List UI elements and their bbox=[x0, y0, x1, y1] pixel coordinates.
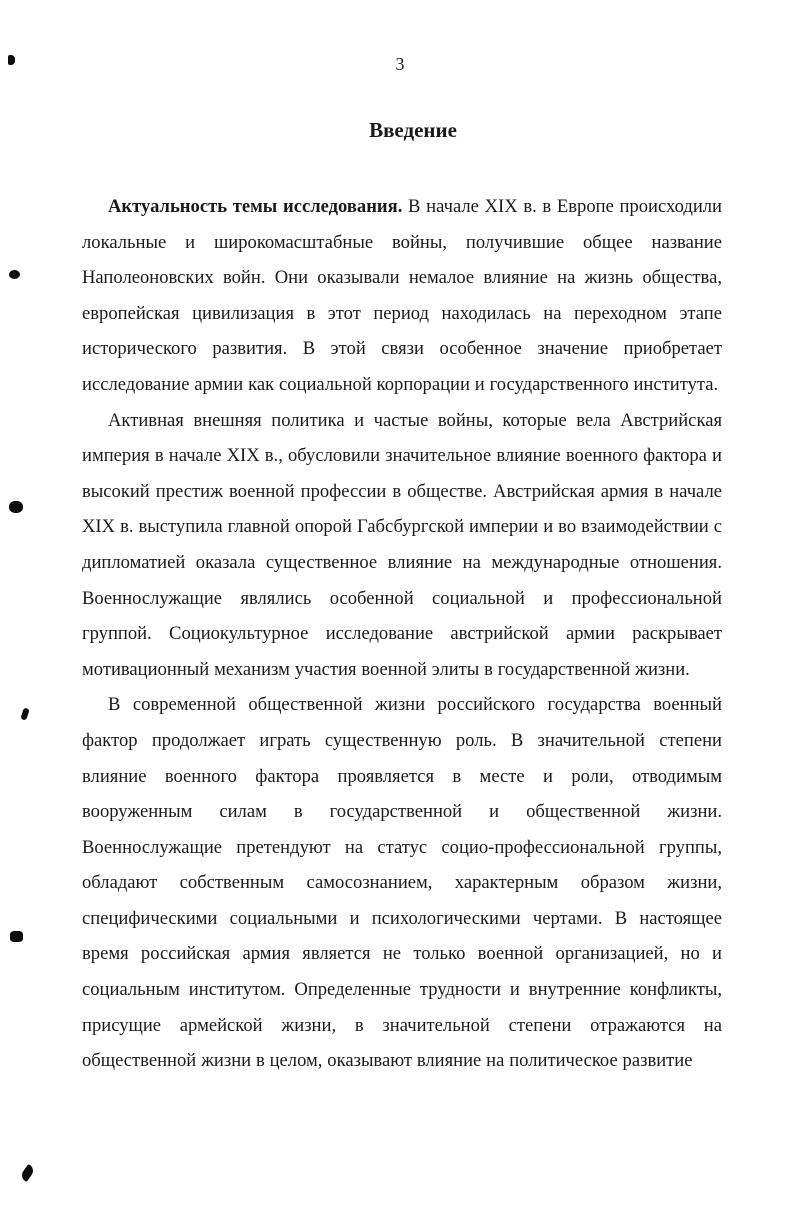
scan-margin-mark bbox=[20, 707, 29, 720]
paragraph-lead-in: Актуальность темы исследования. bbox=[108, 196, 403, 217]
section-heading: Введение bbox=[369, 118, 457, 142]
paragraph-text: В современной общественной жизни российского государства военный фактор продолжает играть существенную роль. В значительной степени влияние военного фактора проявляется в месте и роли, отводимым вооруженным силам в государственной и общественной жизни. Военнослужащие претендуют на статус социо-профессиональной группы, обладают собственным самосознанием, характерным образом жизни, специфическими социальными и психологическими чертами. В настоящее время российская армия является не только военной организацией, но и социальным институтом. Определенные трудности и внутренние конфликты, присущие армейской жизни, в значительной степени отражаются на общественной жизни в целом, оказывают влияние на политическое развитие bbox=[82, 694, 722, 1072]
paragraph-austrian-army bbox=[82, 403, 722, 688]
scan-margin-mark bbox=[10, 931, 23, 942]
paragraph-russian-army bbox=[82, 687, 722, 1079]
page-number: 3 bbox=[395, 54, 405, 74]
paragraph-text: В начале XIX в. в Европе происходили локальные и широкомасштабные войны, получившие общее название Наполеоновских войн. Они оказывали немалое влияние на жизнь общества, европейская цивилизация в этот период находилась на переходном этапе исторического развития. В этой связи особенное значение приобретает исследование армии как социальной корпорации и государственного института. bbox=[82, 196, 723, 395]
scan-margin-mark bbox=[9, 270, 20, 279]
scan-margin-mark bbox=[19, 1164, 36, 1182]
paragraph-relevance bbox=[82, 189, 722, 403]
scan-margin-mark bbox=[9, 501, 23, 513]
paragraph-text: Активная внешняя политика и частые войны, которые вела Австрийская империя в начале XIX в., обусловили значительное влияние военного фактора и высокий престиж военной профессии в обществе. Австрийская армия в начале XIX в. выступила главной опорой Габсбургской империи и во взаимодействии с дипломатией оказала существенное влияние на международные отношения. Военнослужащие являлись особенной социальной и профессиональной группой. Социокультурное исследование австрийской армии раскрывает мотивационный механизм участия военной элиты в государственной жизни. bbox=[82, 409, 722, 680]
body-text bbox=[82, 189, 722, 1079]
